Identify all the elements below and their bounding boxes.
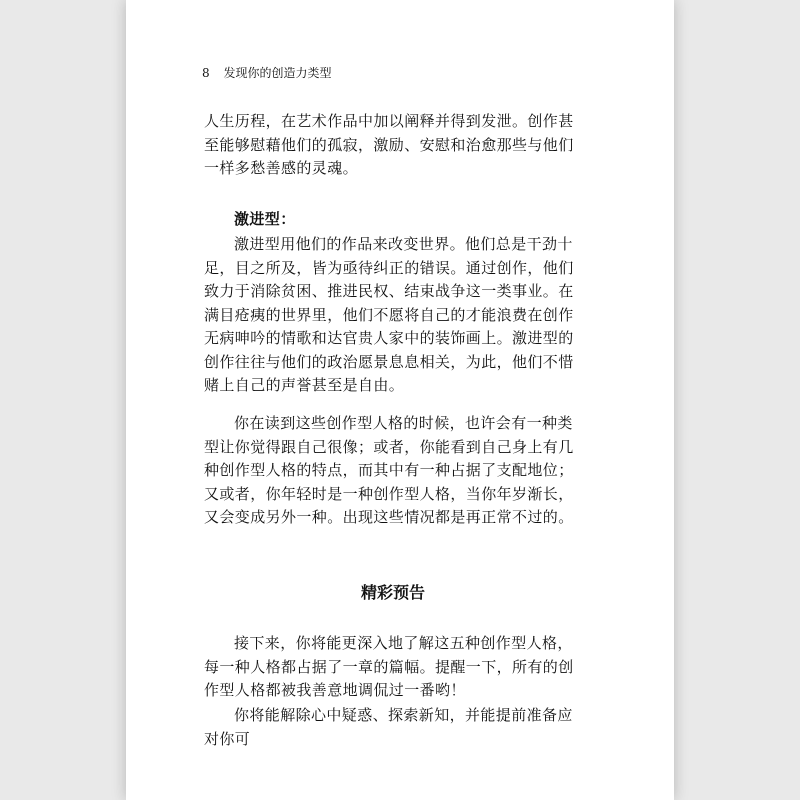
preview-paragraph-1: 接下来，你将能更深入地了解这五种创作型人格，每一种人格都占据了一章的篇幅。提醒一下，所有的创作型人格都被我善意地调侃过一番哟！: [204, 634, 574, 699]
personality-paragraph: 你在读到这些创作型人格的时候，也许会有一种类型让你觉得跟自己很像；或者，你能看到自己身上有几种创作型人格的特点，而其中有一种占据了支配地位；又或者，你年轻时是一种创作型人格，当你年岁渐长，又会变成另外一种。出现这些情况都是再正常不过的。: [204, 414, 574, 526]
paragraph-continued: 人生历程，在艺术作品中加以阐释并得到发泄。创作甚至能够慰藉他们的孤寂，激励、安慰和治愈那些与他们一样多愁善感的灵魂。: [204, 112, 574, 177]
running-title: 发现你的创造力类型: [223, 66, 332, 80]
preview-paragraph-2: 你将能解除心中疑惑、探索新知，并能提前准备应对你可: [204, 706, 573, 748]
activist-paragraph: 激进型用他们的作品来改变世界。他们总是干劲十足，目之所及，皆为亟待纠正的错误。通过创作，他们致力于消除贫困、推进民权、结束战争这一类事业。在满目疮痍的世界里，他们不愿将自己的才能浪费在创作无病呻吟的情歌和达官贵人家中的装饰画上。激进型的创作往往与他们的政治愿景息息相关，为此，他们不惜赌上自己的声誉甚至是自由。: [204, 235, 574, 394]
section-title: 精彩预告: [360, 583, 425, 602]
running-header: [202, 64, 331, 81]
activist-heading: 激进型：: [234, 210, 296, 228]
page-number: 8: [202, 66, 210, 80]
